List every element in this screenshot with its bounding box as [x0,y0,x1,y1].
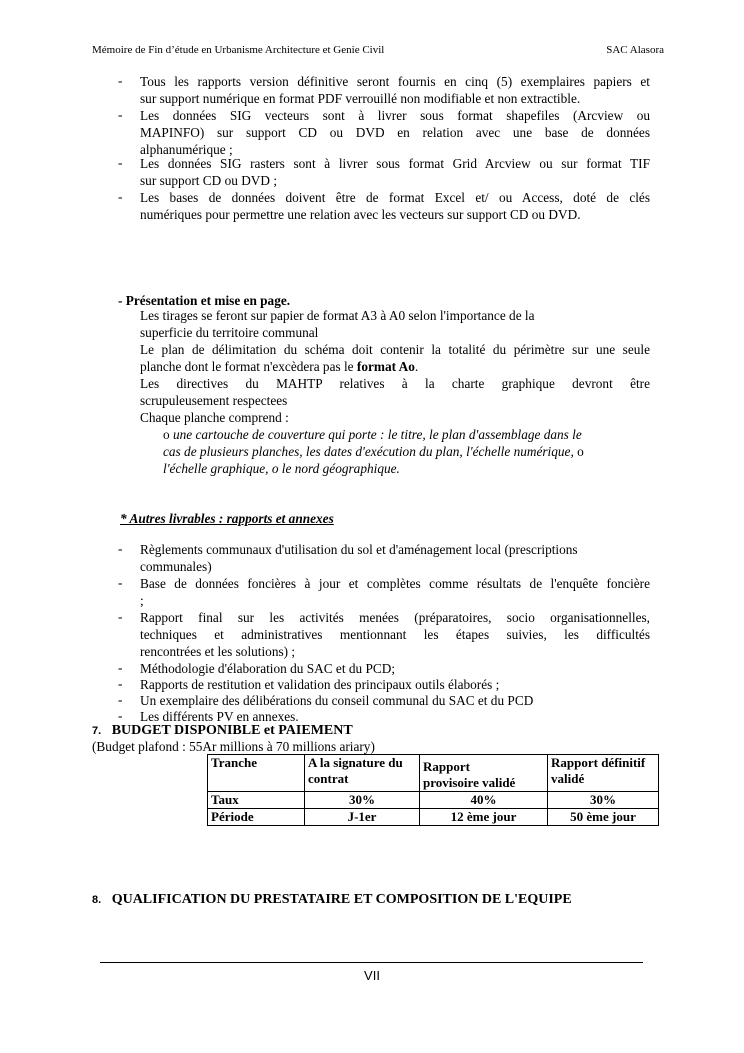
header-right: SAC Alasora [606,44,664,56]
table-cell: J-1er [305,809,420,826]
page-header [92,44,664,56]
table-cell: Taux [208,792,305,809]
list-item: Les différents PV en annexes. [140,709,299,724]
section-heading: * Autres livrables : rapports et annexes [120,511,334,526]
list-item: Méthodologie d'élaboration du SAC et du PCD; [140,661,396,676]
list-item: Les données SIG vecteurs sont à livrer sous format shapefiles (Arcview ou MAPINFO) sur support CD ou DVD en relation avec une base de données alphanumérique ; [140,108,650,157]
paragraph: Chaque planche comprend : [140,410,289,425]
list-item: Base de données foncières à jour et complètes comme résultats de l'enquête foncière ; [140,576,650,608]
table-cell: 30% [305,792,420,809]
list-bullet: - [118,73,123,88]
list-bullet: - [118,660,123,675]
list-bullet: - [118,189,123,204]
sub-item: o une cartouche de couverture qui porte : le titre, le plan d'assemblage dans le cas de plusieurs planches, les dates d'exécution du plan, l'échelle numérique, o l'échelle graphique, o le nord géographique. [163,427,584,476]
table-row [208,792,659,809]
table-cell: 50 ème jour [548,809,659,826]
table-header-cell: Rapport provisoire validé [420,755,548,792]
table-cell: 12 ème jour [420,809,548,826]
list-item: Rapports de restitution et validation des principaux outils élaborés ; [140,677,500,692]
list-item: Tous les rapports version définitive seront fournis en cinq (5) exemplaires papiers et sur support numérique en format PDF verrouillé non modifiable et non extractible. [140,74,650,106]
table-header-cell: Tranche [208,755,305,792]
table-header-cell: Rapport définitif validé [548,755,659,792]
list-bullet: - [118,541,123,556]
header-title: Mémoire de Fin d’étude en Urbanisme Architecture et Genie Civil [92,44,385,56]
list-item: Un exemplaire des délibérations du conseil communal du SAC et du PCD [140,693,534,708]
list-item: Les bases de données doivent être de format Excel et/ ou Access, doté de clés numériques pour permettre une relation avec les vecteurs sur support CD ou DVD. [140,190,650,222]
table-cell: 30% [548,792,659,809]
list-item: Les données SIG rasters sont à livrer sous format Grid Arcview ou sur format TIF sur support CD ou DVD ; [140,156,650,188]
section-heading: - Présentation et mise en page. [118,293,291,308]
table-header-cell: A la signature du contrat [305,755,420,792]
list-bullet: - [118,575,123,590]
section-8-title: 8. QUALIFICATION DU PRESTATAIRE ET COMPOSITION DE L'EQUIPE [92,892,572,907]
page-number: VII [364,968,380,983]
paragraph: Les directives du MAHTP relatives à la charte graphique devront être scrupuleusement respectees [140,376,650,408]
table-header-row [208,755,659,792]
table-row [208,809,659,826]
paragraph: Le plan de délimitation du schéma doit contenir la totalité du périmètre sur une seule planche dont le format n'excèdera pas le format Ao. [140,342,650,374]
list-bullet: - [118,155,123,170]
list-item: Règlements communaux d'utilisation du sol et d'aménagement local (prescriptions communales) [140,542,578,574]
section-subtitle: (Budget plafond : 55Ar millions à 70 millions ariary) [92,739,375,754]
footer-divider [100,962,643,963]
table-cell: 40% [420,792,548,809]
section-title: 7. BUDGET DISPONIBLE et PAIEMENT [92,723,353,738]
list-bullet: - [118,107,123,122]
table-cell: Période [208,809,305,826]
paragraph: Les tirages se feront sur papier de format A3 à A0 selon l'importance de la superficie du territoire communal [140,308,535,340]
list-bullet: - [118,609,123,624]
list-bullet: - [118,676,123,691]
list-item: Rapport final sur les activités menées (préparatoires, socio organisationnelles, techniques et administratives mentionnant les étapes suivies, les difficultés rencontrées et les solutions) ; [140,610,650,659]
budget-table [207,754,659,826]
list-bullet: - [118,692,123,707]
list-bullet: - [118,708,123,723]
